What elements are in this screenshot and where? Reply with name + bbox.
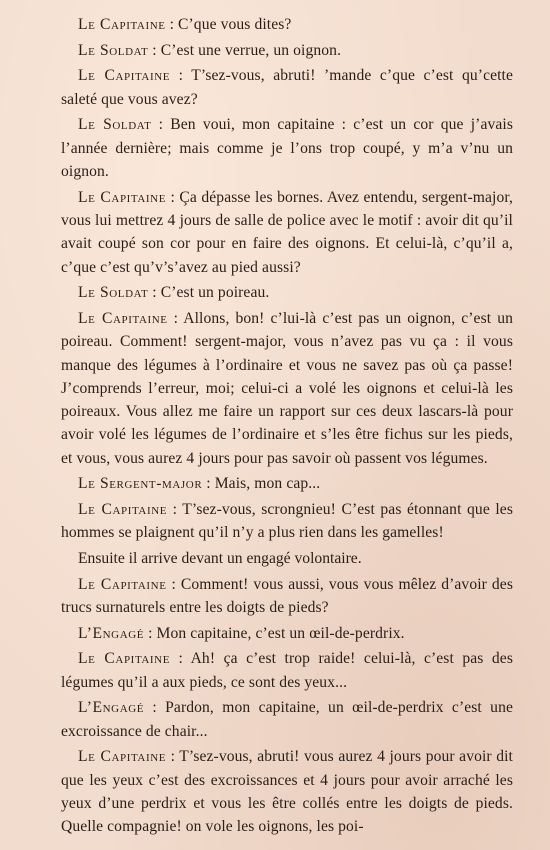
- dialogue-paragraph: [61, 307, 513, 470]
- dialogue-text: : T’sez-vous, scrongnieu! C’est pas étonnant que les hommes se plaignent qu’il n’y a plus rien dans les gamelles!: [61, 501, 513, 542]
- dialogue-text: : Ah! ça c’est trop raide! celui-là, c’est pas des légumes qu’il a aux pieds, ce sont des yeux...: [61, 650, 513, 691]
- dialogue-paragraph: [61, 13, 513, 36]
- dialogue-paragraph: [61, 622, 513, 645]
- dialogue-paragraph: [61, 113, 513, 183]
- dialogue-paragraph: [61, 472, 513, 495]
- dialogue-paragraph: [61, 498, 513, 545]
- dialogue-text: : C’que vous dites?: [165, 16, 292, 33]
- dialogue-paragraph: [61, 281, 513, 304]
- speaker-name: Le Soldat: [78, 116, 152, 134]
- speaker-name: Le Capitaine: [78, 188, 167, 206]
- speaker-name: Le Capitaine: [78, 309, 168, 327]
- speaker-name: Le Capitaine: [78, 748, 167, 766]
- dialogue-text: : C’est un poireau.: [148, 284, 270, 302]
- dialogue-text: : Comment! vous aussi, vous vous mêlez d’avoir des trucs surnaturels entre les doigts de pieds?: [61, 575, 513, 617]
- dialogue-text: : T’sez-vous, abruti! ’mande c’que c’est qu’cette saleté que vous avez?: [61, 67, 514, 108]
- speaker-name: Le Soldat: [78, 41, 149, 59]
- dialogue-text: : T’sez-vous, abruti! vous aurez 4 jours pour avoir dit que les yeux c’est des excroissances et 4 jours pour avoir arraché les yeux d’une perdrix et vous les être collés entre les doigts de pieds. Quelle compagnie! on vole les oignons, les poi-: [61, 748, 513, 836]
- dialogue-text: : C’est une verrue, un oignon.: [148, 41, 342, 59]
- narration-paragraph: [61, 547, 513, 570]
- dialogue-paragraph: [61, 696, 513, 743]
- speaker-name: Le Capitaine: [78, 16, 166, 33]
- speaker-name: Le Capitaine: [78, 575, 167, 593]
- dialogue-paragraph: [61, 64, 513, 111]
- speaker-name: L’Engagé: [78, 699, 145, 717]
- dialogue-text: : Ben voui, mon capitaine : c’est un cor que j’avais l’année dernière; mais comme je l’ons trop coupé, y m’a v’nu un oignon.: [61, 116, 513, 180]
- dialogue-text: : Ça dépasse les bornes. Avez entendu, sergent-major, vous lui mettrez 4 jours de salle de police avec le motif : avoir dit qu’il avait coupé son cor pour en faire des oignons. Et celui-là, c’qu’il a, c’que c’est qu’v’s’avez au pied aussi?: [61, 188, 514, 276]
- speaker-name: Le Capitaine: [78, 501, 168, 519]
- speaker-name: Le Soldat: [78, 284, 149, 302]
- dialogue-text: : Mais, mon cap...: [202, 475, 321, 493]
- narration-text: Ensuite il arrive devant un engagé volontaire.: [78, 550, 362, 568]
- dialogue-paragraph: [61, 647, 513, 694]
- dialogue-text: : Mon capitaine, c’est un œil-de-perdrix.: [144, 624, 405, 642]
- speaker-name: Le Capitaine: [78, 650, 171, 668]
- speaker-name: Le Sergent-major: [78, 475, 203, 493]
- dialogue-paragraph: [61, 573, 513, 620]
- dialogue-paragraph: [61, 186, 513, 279]
- dialogue-paragraph: [61, 745, 513, 838]
- speaker-name: Le Capitaine: [78, 67, 171, 85]
- dialogue-text: : Allons, bon! c’lui-là c’est pas un oignon, c’est un poireau. Comment! sergent-major, vous n’avez pas vu ça : il vous manque des légumes à l’ordinaire et vous ne savez pas où ça passe! J’comprends l’erreur, moi; celui-ci a volé les oignons et celui-là les poireaux. Vous allez me faire un rapport sur ces deux lascars-là pour avoir volé les légumes de l’ordinaire et s’les être fichus sur les pieds, et vous, vous aurez 4 jours pour pas savoir où passent vos légumes.: [61, 309, 514, 467]
- dialogue-paragraph: [61, 39, 513, 62]
- speaker-name: L’Engagé: [78, 624, 145, 642]
- dialogue-text: : Pardon, mon capitaine, un œil-de-perdrix c’est une excroissance de chair...: [61, 699, 513, 740]
